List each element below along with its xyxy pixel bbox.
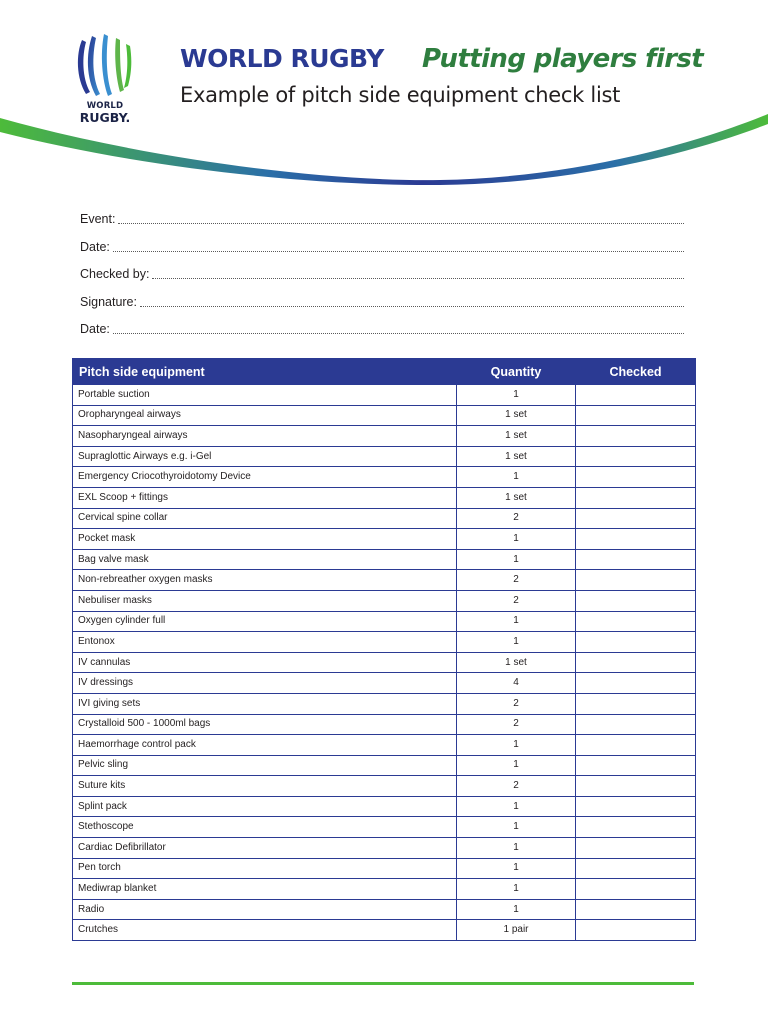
equipment-item: Pocket mask: [73, 529, 457, 550]
equipment-item: Entonox: [73, 632, 457, 653]
checked-cell[interactable]: [576, 652, 696, 673]
equipment-item: Crystalloid 500 - 1000ml bags: [73, 714, 457, 735]
checked-cell[interactable]: [576, 673, 696, 694]
table-row: [73, 735, 696, 756]
checked-cell[interactable]: [576, 549, 696, 570]
checked-cell[interactable]: [576, 632, 696, 653]
form-dotted-line: [152, 278, 684, 279]
equipment-quantity: 1: [457, 879, 576, 900]
page-title: Example of pitch side equipment check list: [180, 83, 621, 107]
equipment-quantity: 1: [457, 838, 576, 859]
equipment-quantity: 4: [457, 673, 576, 694]
equipment-item: Mediwrap blanket: [73, 879, 457, 900]
equipment-item: Splint pack: [73, 796, 457, 817]
checked-cell[interactable]: [576, 590, 696, 611]
checked-cell[interactable]: [576, 920, 696, 941]
equipment-quantity: 1: [457, 899, 576, 920]
equipment-item: Suture kits: [73, 776, 457, 797]
equipment-item: Oxygen cylinder full: [73, 611, 457, 632]
brand-header: [180, 44, 384, 84]
table-row: [73, 899, 696, 920]
checked-cell[interactable]: [576, 879, 696, 900]
brand-name: WORLD RUGBY: [180, 44, 384, 73]
table-row: [73, 590, 696, 611]
form-dotted-line: [118, 223, 684, 224]
checked-cell[interactable]: [576, 735, 696, 756]
equipment-quantity: 1: [457, 632, 576, 653]
checked-cell[interactable]: [576, 899, 696, 920]
equipment-quantity: 1: [457, 858, 576, 879]
checked-cell[interactable]: [576, 426, 696, 447]
equipment-checklist-table: [72, 358, 696, 941]
equipment-item: Nasopharyngeal airways: [73, 426, 457, 447]
checked-cell[interactable]: [576, 693, 696, 714]
form-row-date-2[interactable]: [80, 319, 684, 347]
checked-cell[interactable]: [576, 838, 696, 859]
form-label-signature: Signature:: [80, 294, 137, 309]
table-row: [73, 817, 696, 838]
equipment-item: IV dressings: [73, 673, 457, 694]
checked-cell[interactable]: [576, 714, 696, 735]
table-row: [73, 446, 696, 467]
equipment-item: Cardiac Defibrillator: [73, 838, 457, 859]
equipment-quantity: 1 set: [457, 487, 576, 508]
equipment-quantity: 1 pair: [457, 920, 576, 941]
equipment-item: Bag valve mask: [73, 549, 457, 570]
checked-cell[interactable]: [576, 446, 696, 467]
equipment-item: Cervical spine collar: [73, 508, 457, 529]
equipment-item: Non-rebreather oxygen masks: [73, 570, 457, 591]
form-row-date[interactable]: [80, 237, 684, 265]
equipment-quantity: 2: [457, 570, 576, 591]
table-row: [73, 714, 696, 735]
equipment-item: Emergency Criocothyroidotomy Device: [73, 467, 457, 488]
equipment-quantity: 1: [457, 735, 576, 756]
equipment-item: IV cannulas: [73, 652, 457, 673]
form-dotted-line: [113, 333, 684, 334]
equipment-item: Stethoscope: [73, 817, 457, 838]
checked-cell[interactable]: [576, 858, 696, 879]
table-row: [73, 385, 696, 406]
equipment-quantity: 2: [457, 714, 576, 735]
equipment-quantity: 1: [457, 549, 576, 570]
checked-cell[interactable]: [576, 405, 696, 426]
form-row-signature[interactable]: [80, 292, 684, 320]
form-label-checked-by: Checked by:: [80, 267, 150, 281]
column-header-equipment: Pitch side equipment: [73, 359, 457, 385]
equipment-quantity: 1: [457, 385, 576, 406]
logo-line2: RUGBY.: [79, 110, 131, 125]
table-row: [73, 570, 696, 591]
equipment-quantity: 1 set: [457, 652, 576, 673]
checked-cell[interactable]: [576, 467, 696, 488]
equipment-quantity: 2: [457, 693, 576, 714]
brand-tagline: Putting players first: [422, 44, 704, 74]
form-label-date: Date:: [80, 239, 110, 254]
form-dotted-line: [140, 306, 684, 307]
table-row: [73, 632, 696, 653]
table-body: [73, 385, 696, 941]
table-row: [73, 858, 696, 879]
form-dotted-line: [113, 251, 684, 252]
table-row: [73, 673, 696, 694]
form-label-date-2: Date:: [80, 322, 110, 336]
table-header-row: [73, 359, 696, 385]
equipment-quantity: 1 set: [457, 446, 576, 467]
table-row: [73, 652, 696, 673]
equipment-item: Nebuliser masks: [73, 590, 457, 611]
equipment-item: Radio: [73, 899, 457, 920]
logo-line1: WORLD: [86, 101, 124, 111]
equipment-quantity: 2: [457, 776, 576, 797]
equipment-item: Portable suction: [73, 385, 457, 406]
column-header-checked: Checked: [576, 359, 696, 385]
checked-cell[interactable]: [576, 529, 696, 550]
form-row-checked-by[interactable]: [80, 264, 684, 292]
header-swoosh: [0, 110, 768, 190]
equipment-item: Supraglottic Airways e.g. i-Gel: [73, 446, 457, 467]
column-header-quantity: Quantity: [457, 359, 576, 385]
equipment-quantity: 1 set: [457, 426, 576, 447]
equipment-quantity: 1 set: [457, 405, 576, 426]
equipment-quantity: 1: [457, 796, 576, 817]
equipment-item: Haemorrhage control pack: [73, 735, 457, 756]
table-row: [73, 508, 696, 529]
table-row: [73, 549, 696, 570]
table-row: [73, 776, 696, 797]
table-row: [73, 529, 696, 550]
table-row: [73, 611, 696, 632]
table-row: [73, 426, 696, 447]
equipment-item: Crutches: [73, 920, 457, 941]
equipment-item: Oropharyngeal airways: [73, 405, 457, 426]
equipment-quantity: 2: [457, 590, 576, 611]
checked-cell[interactable]: [576, 570, 696, 591]
table-row: [73, 693, 696, 714]
checked-cell[interactable]: [576, 487, 696, 508]
table-row: [73, 405, 696, 426]
checked-cell[interactable]: [576, 611, 696, 632]
equipment-item: Pelvic sling: [73, 755, 457, 776]
checked-cell[interactable]: [576, 385, 696, 406]
table-row: [73, 838, 696, 859]
form-label-event: Event:: [80, 212, 116, 226]
equipment-quantity: 1: [457, 529, 576, 550]
table-row: [73, 879, 696, 900]
equipment-item: Pen torch: [73, 858, 457, 879]
checked-cell[interactable]: [576, 796, 696, 817]
equipment-item: EXL Scoop + fittings: [73, 487, 457, 508]
checked-cell[interactable]: [576, 776, 696, 797]
equipment-quantity: 1: [457, 755, 576, 776]
table-row: [73, 755, 696, 776]
equipment-quantity: 1: [457, 467, 576, 488]
table-row: [73, 467, 696, 488]
checked-cell[interactable]: [576, 817, 696, 838]
equipment-quantity: 1: [457, 611, 576, 632]
equipment-quantity: 1: [457, 817, 576, 838]
equipment-item: IVI giving sets: [73, 693, 457, 714]
checked-cell[interactable]: [576, 755, 696, 776]
table-row: [73, 487, 696, 508]
form-row-event[interactable]: [80, 209, 684, 237]
table-row: [73, 796, 696, 817]
equipment-quantity: 2: [457, 508, 576, 529]
footer-rule: [72, 982, 694, 985]
checked-cell[interactable]: [576, 508, 696, 529]
event-details-form: [80, 209, 684, 347]
table-row: [73, 920, 696, 941]
